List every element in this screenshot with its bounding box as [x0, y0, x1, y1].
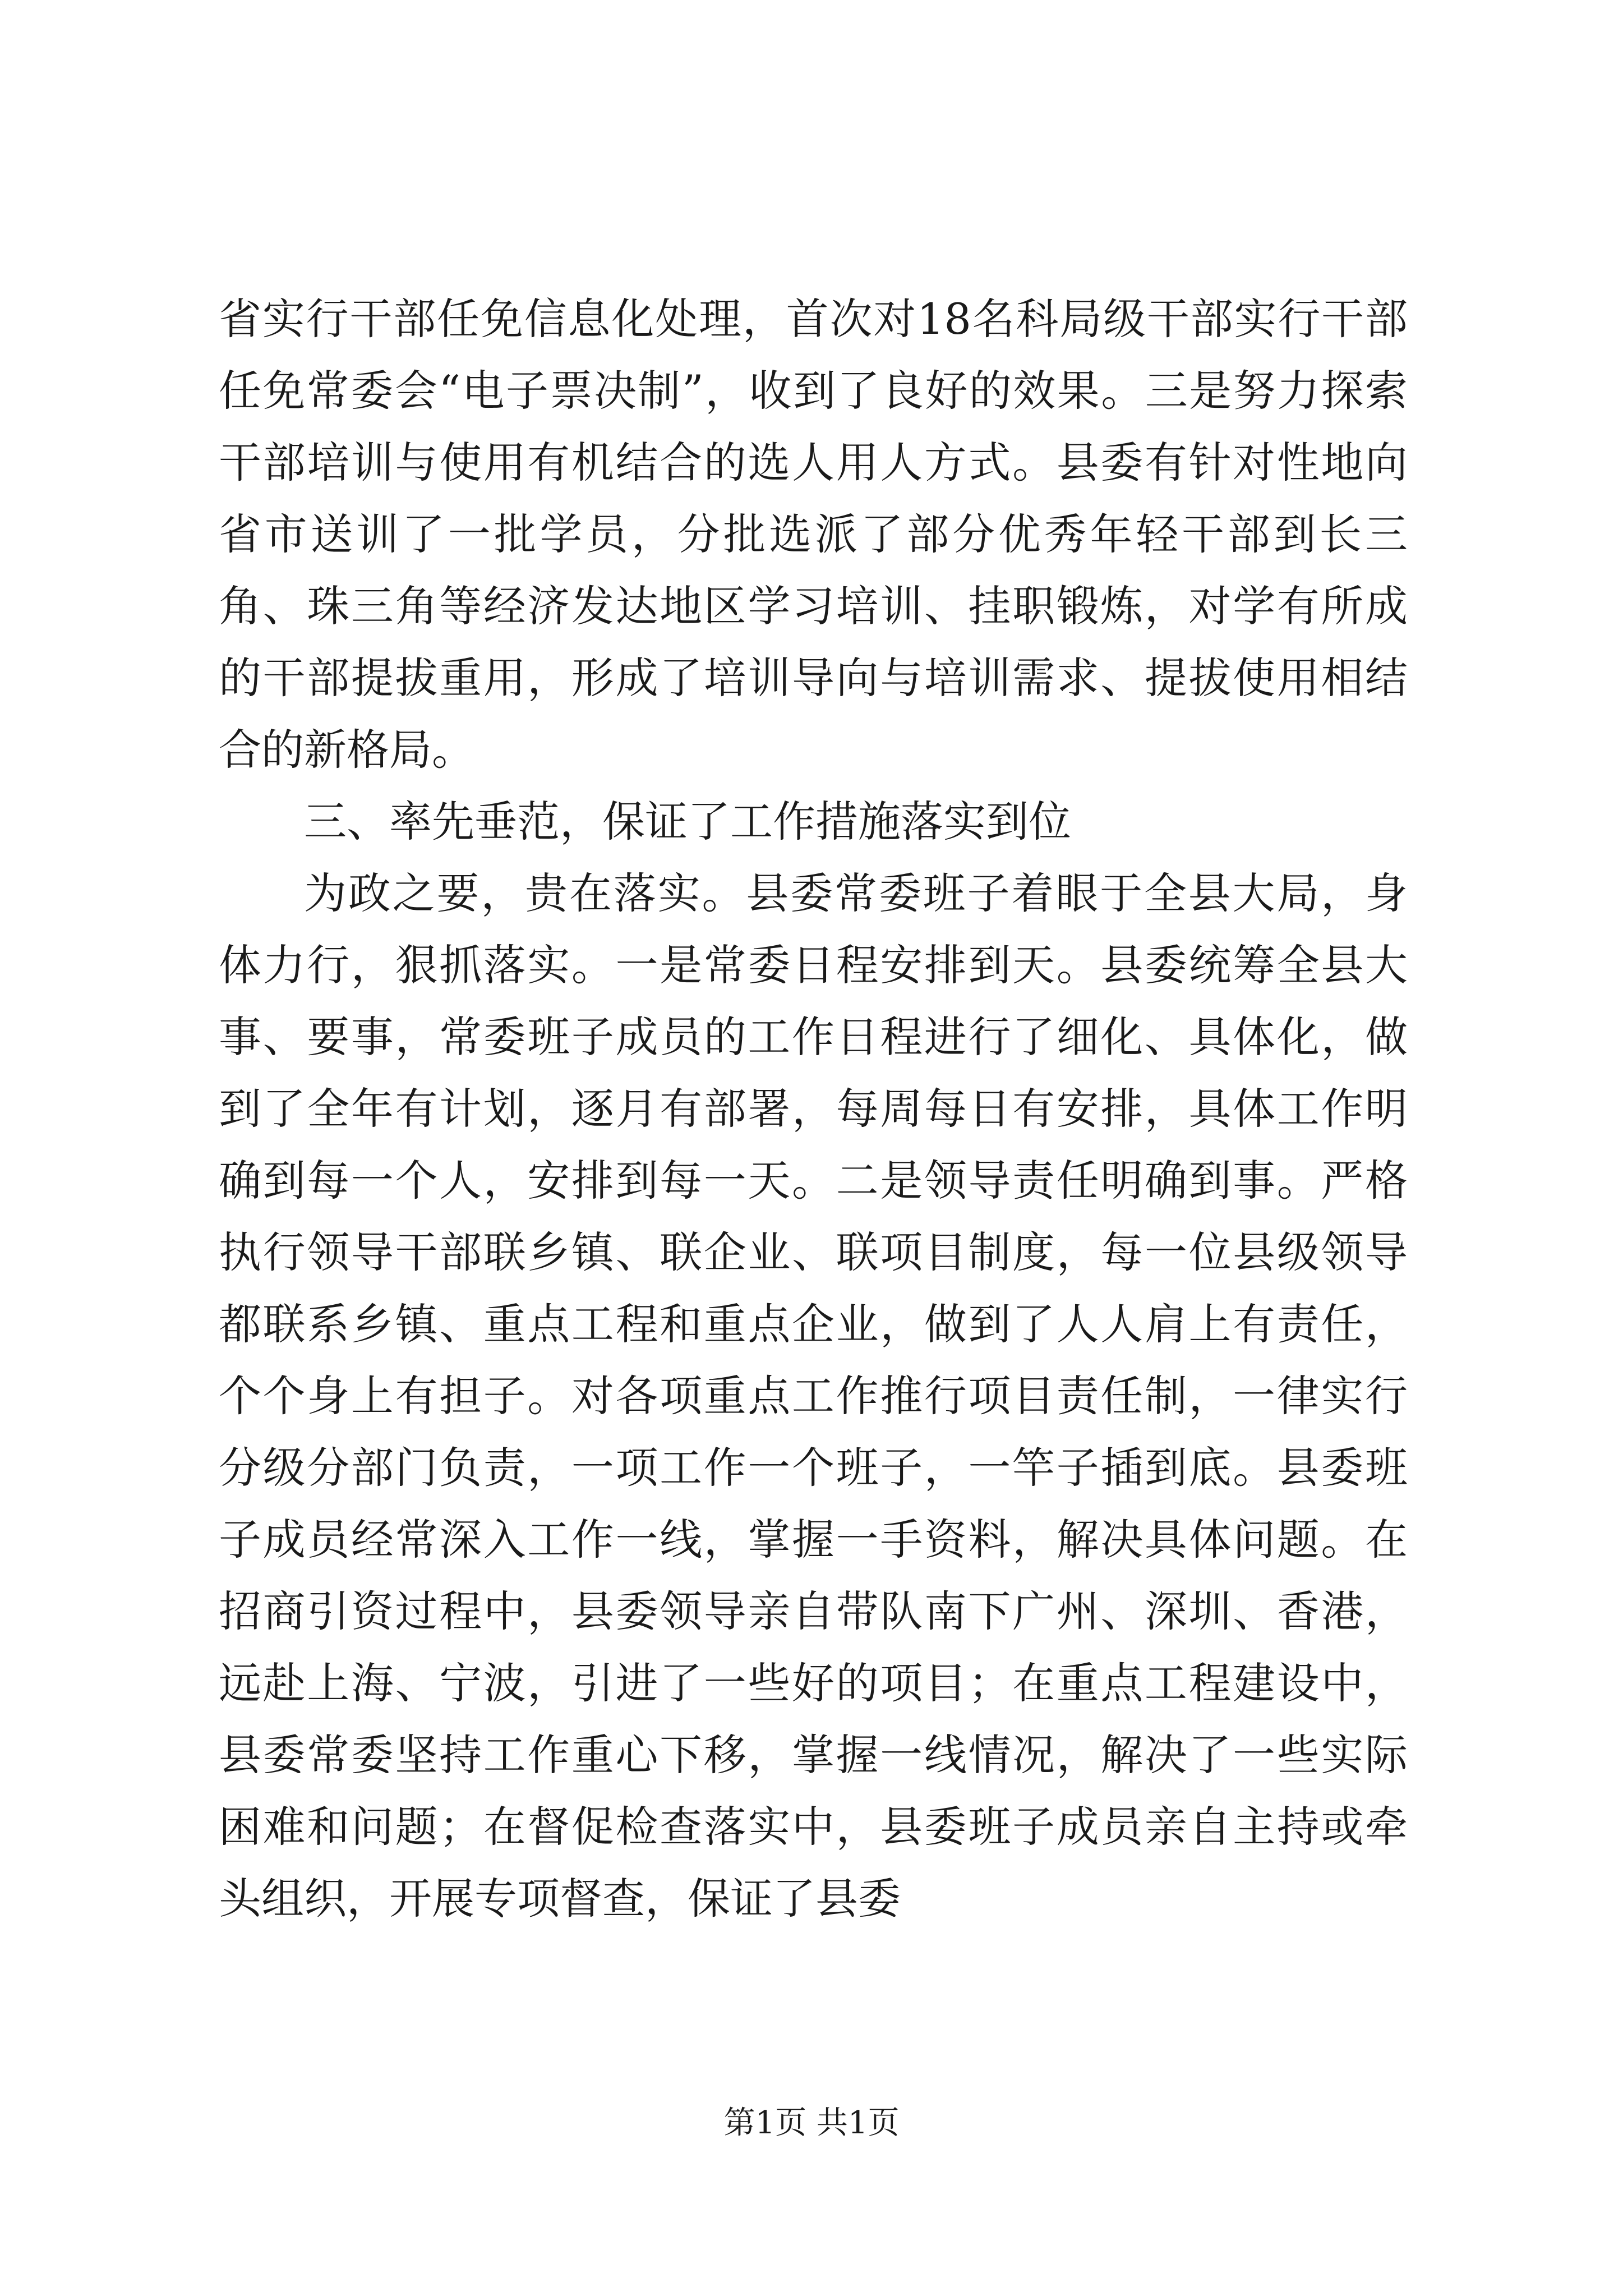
document-body	[219, 283, 1408, 1935]
body-paragraph: 为政之要，贵在落实。县委常委班子着眼于全县大局，身体力行，狠抓落实。一是常委日程安排到天。县委统筹全县大事、要事，常委班子成员的工作日程进行了细化、具体化，做到了全年有计划，逐月有部署，每周每日有安排，具体工作明确到每一个人，安排到每一天。二是领导责任明确到事。严格执行领导干部联乡镇、联企业、联项目制度，每一位县级领导都联系乡镇、重点工程和重点企业，做到了人人肩上有责任，个个身上有担子。对各项重点工作推行项目责任制，一律实行分级分部门负责，一项工作一个班子，一竿子插到底。县委班子成员经常深入工作一线，掌握一手资料，解决具体问题。在招商引资过程中，县委领导亲自带队南下广州、深圳、香港，远赴上海、宁波，引进了一些好的项目；在重点工程建设中，县委常委坚持工作重心下移，掌握一线情况，解决了一些实际困难和问题；在督促检查落实中，县委班子成员亲自主持或牵头组织，开展专项督查，保证了县委	[219, 868, 1408, 1924]
page-footer: 第1页 共1页	[723, 2105, 900, 2141]
continuation-paragraph: 省实行干部任免信息化处理，首次对18名科局级干部实行干部任免常委会“电子票决制”，收到了良好的效果。三是努力探索干部培训与使用有机结合的选人用人方式。县委有针对性地向省市送训了一批学员，分批选派了部分优秀年轻干部到长三角、珠三角等经济发达地区学习培训、挂职锻炼，对学有所成的干部提拔重用，形成了培训导向与培训需求、提拔使用相结合的新格局。	[219, 294, 1408, 775]
section-heading: 三、率先垂范，保证了工作措施落实到位	[304, 797, 1071, 846]
